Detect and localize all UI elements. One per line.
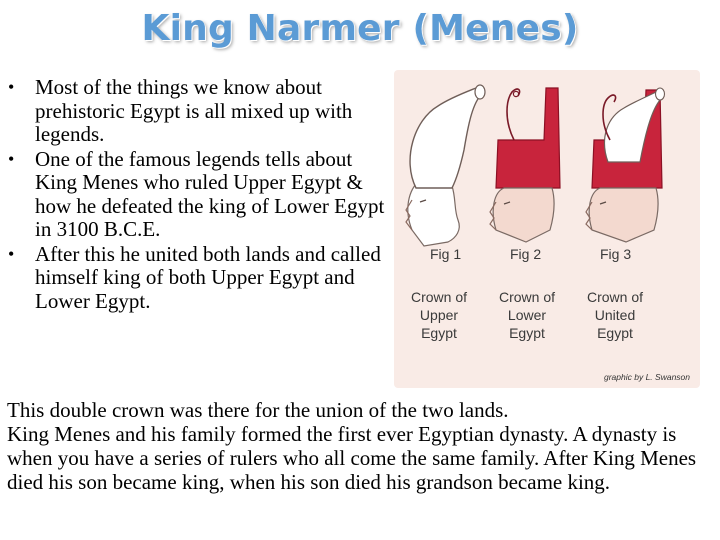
- bullet-marker: •: [8, 77, 15, 97]
- white-crown-figure: [406, 85, 485, 246]
- slide-title: King Narmer (Menes): [141, 8, 579, 49]
- double-crown-figure: [586, 88, 665, 242]
- bullet-marker: •: [8, 243, 15, 264]
- crown-label-united: Crown of United Egypt: [586, 289, 644, 341]
- body-paragraph: This double crown was there for the union of the two lands. King Menes and his family formed the first ever Egyptian dynasty. A dynasty is when you have a series of rulers who all come the same family. After King Menes died his son became king, when his son died his grandson became king.: [7, 398, 697, 494]
- crown-label-lower: Crown of Lower Egypt: [498, 289, 556, 341]
- bullet-item: [6, 76, 386, 147]
- bullet-item: [6, 243, 386, 314]
- fig-label-1: Fig 1: [430, 246, 462, 262]
- bullet-text: Most of the things we know about prehistoric Egypt is all mixed up with legends.: [35, 75, 353, 146]
- graphic-credit: graphic by L. Swanson: [604, 372, 690, 382]
- crowns-illustration: [394, 70, 700, 388]
- bullet-list: [6, 76, 386, 314]
- bullet-marker: •: [8, 148, 15, 169]
- bullet-text: One of the famous legends tells about King Menes who ruled Upper Egypt & how he defeated the king of Lower Egypt in 3100 B.C.E.: [35, 146, 385, 241]
- fig-label-2: Fig 2: [510, 246, 542, 262]
- red-crown-figure: [490, 88, 560, 242]
- crown-label-upper: Crown of Upper Egypt: [410, 289, 468, 341]
- fig-label-3: Fig 3: [600, 246, 632, 262]
- bullet-item: [6, 148, 386, 242]
- bullet-text: After this he united both lands and called himself king of both Upper Egypt and Lower Egypt.: [35, 241, 381, 313]
